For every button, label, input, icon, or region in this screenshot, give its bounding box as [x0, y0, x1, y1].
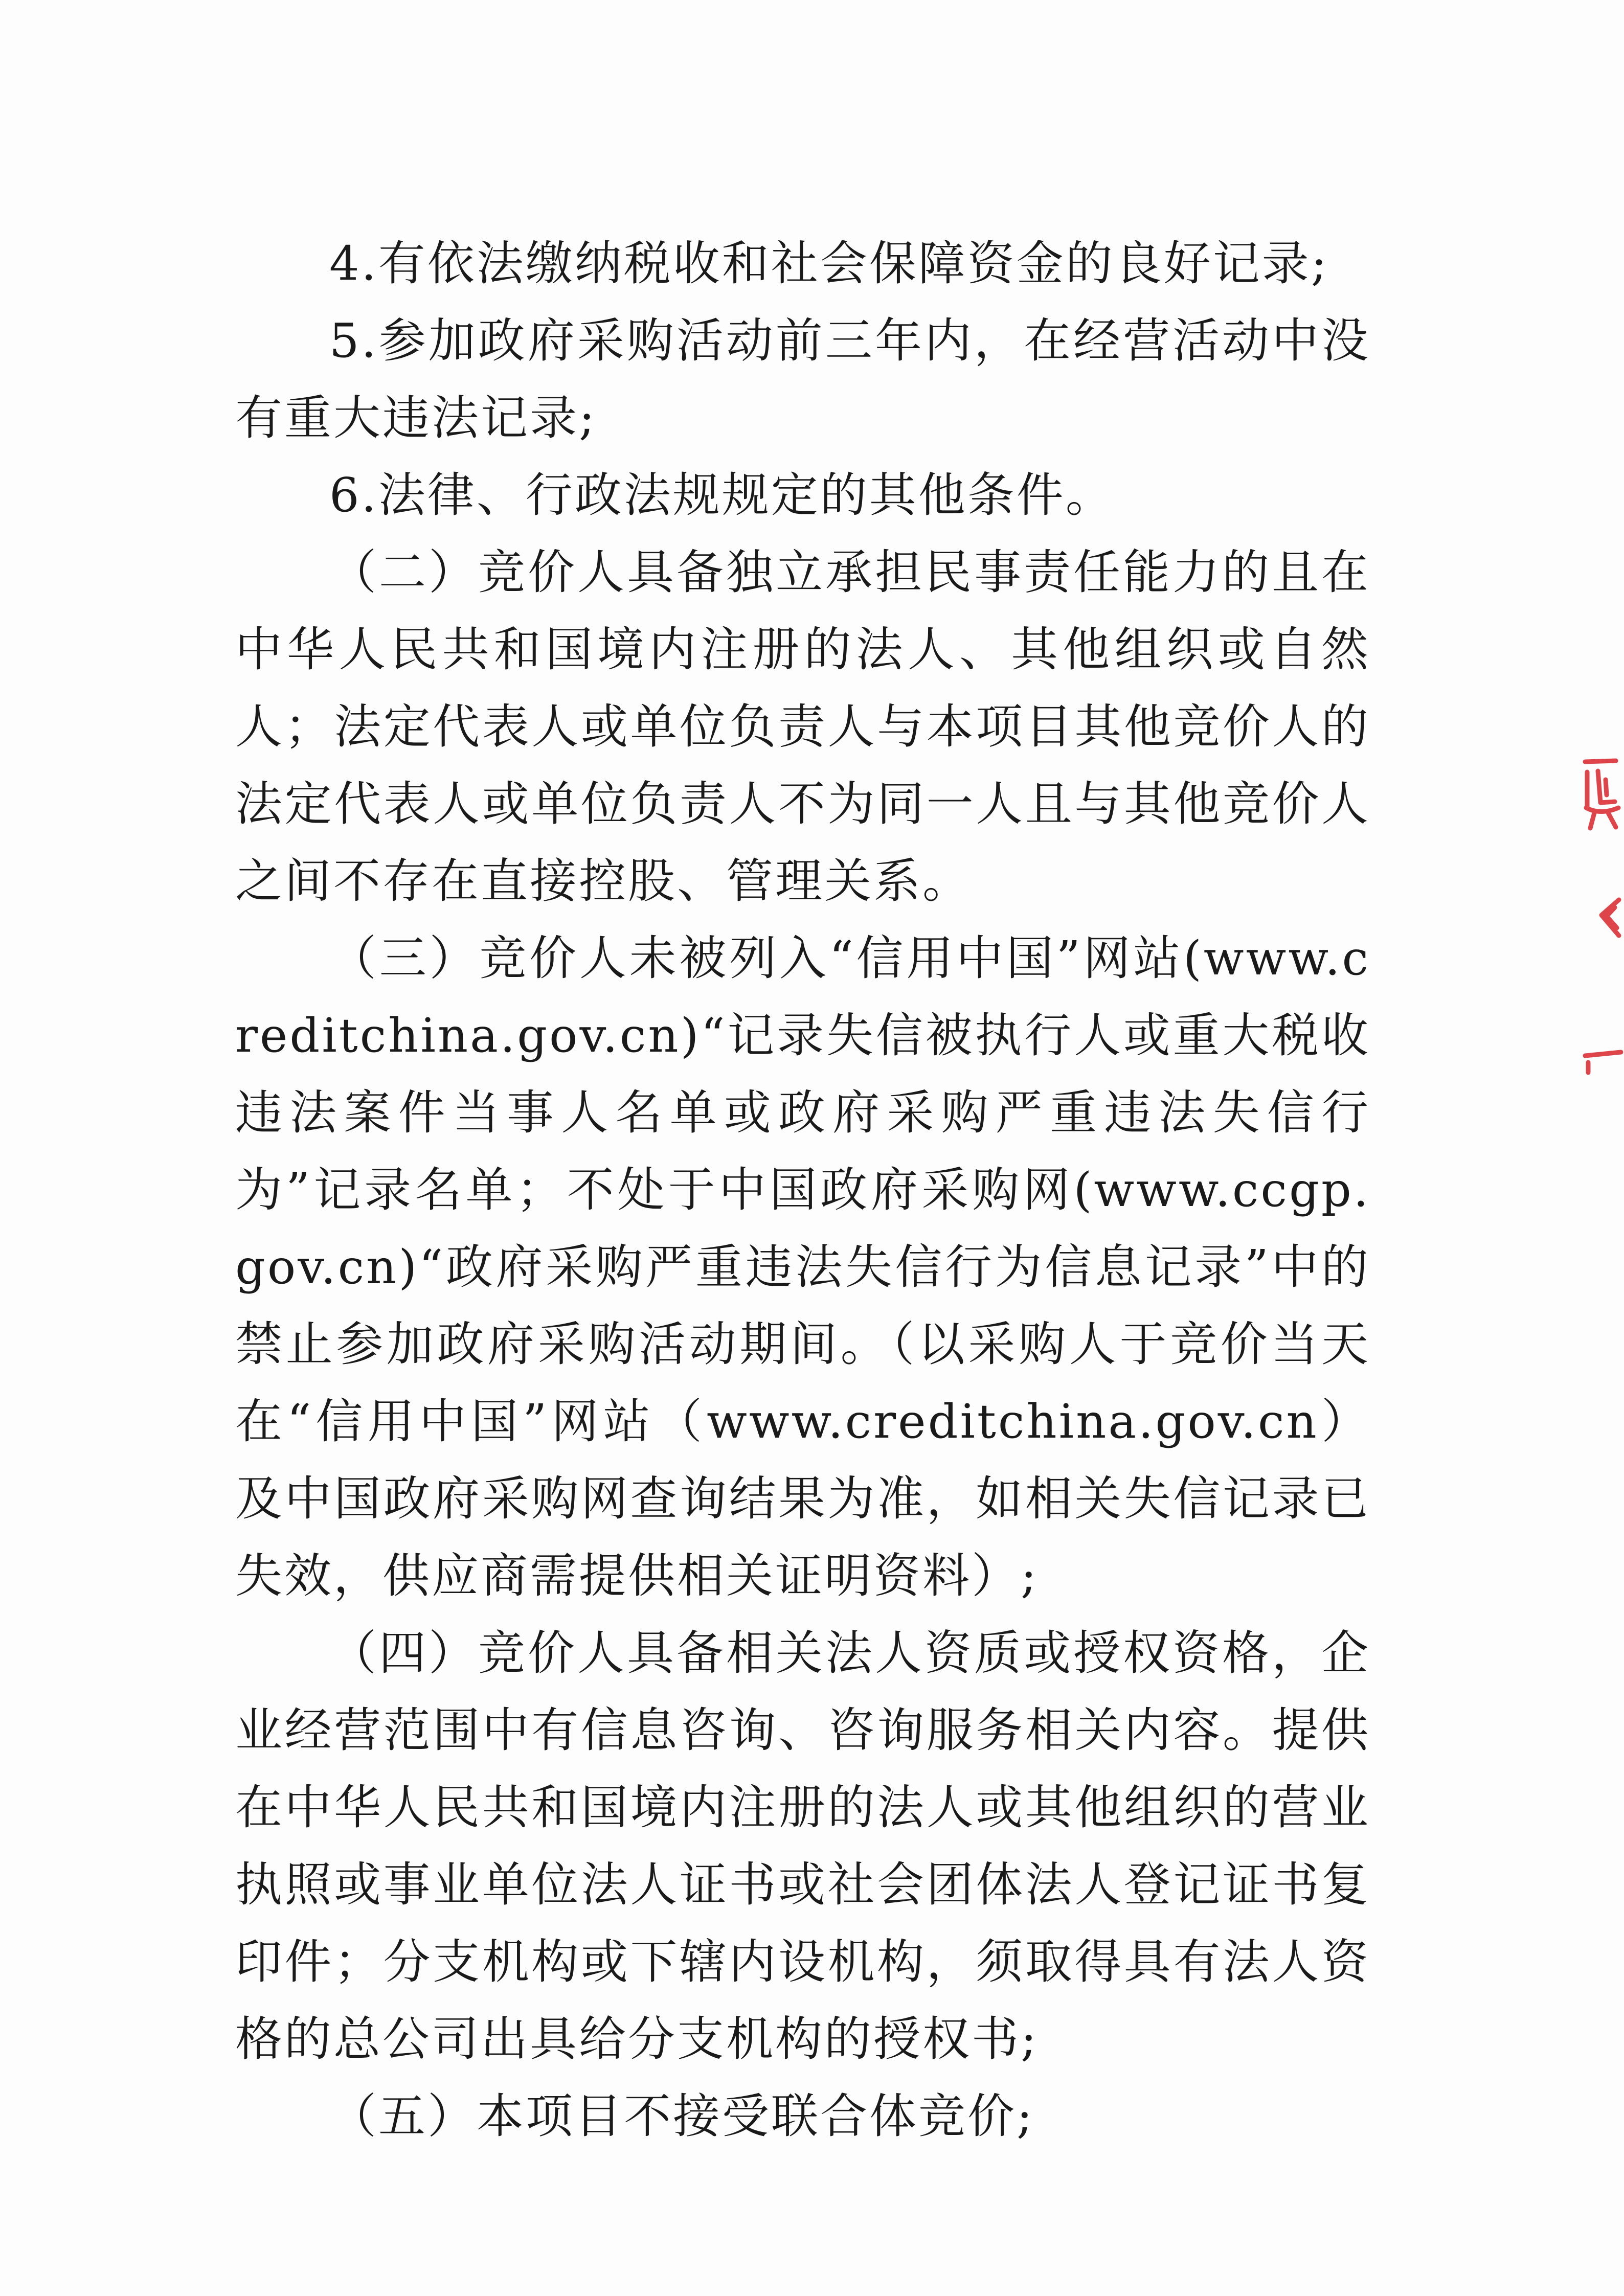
paragraph-requirement-4: 4.有依法缴纳税收和社会保障资金的良好记录; [329, 236, 1329, 291]
paragraph-section-5: （五）本项目不接受联合体竞价; [329, 2089, 1034, 2144]
seal-stamp-icon [1570, 731, 1624, 1089]
red-seal-fragment [1570, 731, 1624, 1089]
paragraph-requirement-5: 5.参加政府采购活动前三年内，在经营活动中没有重大违法记录; [235, 313, 1370, 445]
paragraph-section-4: （四）竞价人具备相关法人资质或授权资格，企业经营范围中有信息咨询、咨询服务相关内容。提供在中华人民共和国境内注册的法人或其他组织的营业执照或事业单位法人证书或社会团体法人登记证书复印件；分支机构或下辖内设机构，须取得具有法人资格的总公司出具给分支机构的授权书; [235, 1626, 1370, 2066]
paragraph-section-2: （二）竞价人具备独立承担民事责任能力的且在中华人民共和国境内注册的法人、其他组织或自然人；法定代表人或单位负责人与本项目其他竞价人的法定代表人或单位负责人不为同一人且与其他竞价人之间不存在直接控股、管理关系。 [235, 545, 1370, 908]
document-body [235, 225, 1370, 2155]
paragraph-section-3: （三）竞价人未被列入“信用中国”网站(www.creditchina.gov.cn)“记录失信被执行人或重大税收违法案件当事人名单或政府采购严重违法失信行为”记录名单；不处于中国政府采购网(www.ccgp.gov.cn)“政府采购严重违法失信行为信息记录”中的禁止参加政府采购活动期间。（以采购人于竞价当天在“信用中国”网站（www.creditchina.gov.cn）及中国政府采购网查询结果为准，如相关失信记录已失效，供应商需提供相关证明资料）; [235, 931, 1370, 1603]
paragraph-requirement-6: 6.法律、行政法规规定的其他条件。 [329, 468, 1115, 522]
